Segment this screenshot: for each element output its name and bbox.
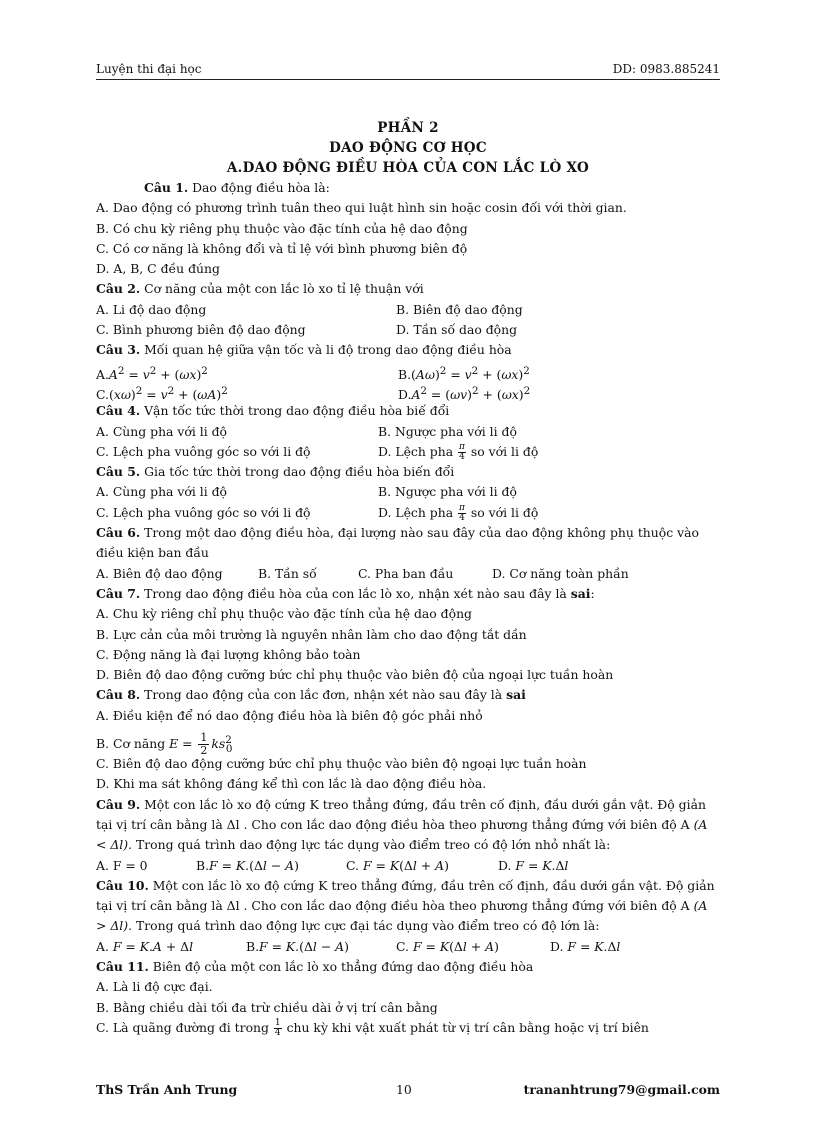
- answer-d: D. Lệch pha $\frac{\pi}{4}$ so với li độ: [378, 441, 539, 462]
- question-text: Một con lắc lò xo độ cứng K treo thẳng đứng, đầu trên cố định, đầu dưới gắn vật. Độ giản tại vị trí cân bằng là Δl . Cho con lắc dao động điều hòa theo phương thẳng đứng với biên độ A: [96, 796, 706, 832]
- question-9: [96, 795, 720, 856]
- answer-d: D. Biên độ dao động cưỡng bức chỉ phụ thuộc vào biên độ của ngoại lực tuần hoàn: [96, 667, 614, 683]
- footer-author: ThS Trần Anh Trung: [96, 1082, 238, 1097]
- answer-d: D. F = K.Δl: [498, 857, 569, 873]
- question-label: Câu 11.: [96, 958, 149, 974]
- question-text-2: Trong quá trình dao động lực tác dụng vào điểm treo có độ lớn nhỏ nhất là:: [135, 837, 611, 853]
- title-block: [96, 118, 720, 178]
- answer-a: A. Biên độ dao động: [96, 565, 223, 581]
- question-text: Mối quan hệ giữa vận tốc và li độ trong dao động điều hòa: [144, 342, 512, 358]
- question-2: [96, 279, 720, 299]
- question-emphasis: sai: [570, 585, 591, 601]
- answer-a: A. Dao động có phương trình tuân theo qui luật hình sin hoặc cosin đối với thời gian.: [96, 200, 627, 216]
- answer-c: C. Có cơ năng là không đổi và tỉ lệ với bình phương biên độ: [96, 240, 468, 256]
- answer-a: A. Chu kỳ riêng chỉ phụ thuộc vào đặc tính của hệ dao động: [96, 606, 472, 622]
- answer-d: D. F = K.Δl: [550, 938, 621, 954]
- topic-title: DAO ĐỘNG CƠ HỌC: [329, 140, 487, 156]
- question-text-2: Trong quá trình dao động lực cực đại tác dụng vào điểm treo có độ lớn là:: [135, 918, 600, 934]
- question-label: Câu 5.: [96, 464, 141, 480]
- answer-a: A. Li độ dao động: [96, 301, 207, 317]
- answer-a: A. Cùng pha với li độ: [96, 423, 227, 439]
- answer-b: B. Tần số: [258, 565, 317, 581]
- answer-b: B. Bằng chiều dài tối đa trừ chiều dài ở vị trí cân bằng: [96, 999, 438, 1015]
- question-11: [96, 957, 720, 977]
- answer-b: B. Ngược pha với li độ: [378, 484, 517, 500]
- answer-c: C. Lệch pha vuông góc so với li độ: [96, 443, 311, 459]
- question-condition: (A > Δl).: [96, 898, 708, 934]
- question-label: Câu 8.: [96, 687, 141, 703]
- answer-d: D. Lệch pha $\frac{\pi}{4}$ so với li độ: [378, 502, 539, 523]
- answer-c: C. Là quãng đường đi trong $\frac{1}{4}$ chu kỳ khi vật xuất phát từ vị trí cân bằng hoặc vị trí biên: [96, 1017, 649, 1038]
- answer-c: C. Biên độ dao động cưỡng bức chỉ phụ thuộc vào biên độ ngoại lực tuần hoàn: [96, 756, 587, 772]
- question-label: Câu 7.: [96, 585, 141, 601]
- question-text: Trong một dao động điều hòa, đại lượng nào sau đây của dao động không phụ thuộc vào điều kiện ban đầu: [96, 525, 699, 561]
- answer-row: [96, 442, 720, 462]
- answer-b: B. Biên độ dao động: [396, 301, 523, 317]
- answer-d: D. Khi ma sát không đáng kể thì con lắc là dao động điều hòa.: [96, 776, 487, 792]
- question-text: Biên độ của một con lắc lò xo thẳng đứng dao động điều hòa: [152, 958, 534, 974]
- answer-row: [96, 320, 720, 340]
- question-label: Câu 1.: [144, 180, 189, 195]
- answer-c: C. F = K(Δl + A): [346, 857, 449, 873]
- answer-b: $B.(A\omega)^2 = v^2 + (\omega x)^2$: [398, 364, 530, 382]
- answer-b: B. Có chu kỳ riêng phụ thuộc vào đặc tính của hệ dao động: [96, 220, 468, 236]
- answer-c: C. F = K(Δl + A): [396, 938, 499, 954]
- question-text: Vận tốc tức thời trong dao động điều hòa biế đổi: [144, 403, 450, 419]
- question-10: [96, 876, 720, 937]
- question-8: [96, 685, 720, 705]
- answer-row: [96, 856, 720, 876]
- question-text: Trong dao động của con lắc đơn, nhận xét nào sau đây là: [144, 687, 503, 703]
- question-text: Một con lắc lò xo độ cứng K treo thẳng đứng, đầu trên cố định, đầu dưới gắn vật. Độ giản tại vị trí cân bằng là Δl . Cho con lắc dao động điều hòa theo phương thẳng đứng với biên độ A: [96, 877, 715, 914]
- answer-a: A. Cùng pha với li độ: [96, 484, 227, 500]
- answer-d: D. A, B, C đều đúng: [96, 261, 220, 277]
- answer-b: B. Cơ năng E = $\frac{1}{2}$ $ks^2_0$: [96, 731, 233, 758]
- answer-row: [96, 381, 720, 401]
- question-label: Câu 3.: [96, 342, 141, 358]
- question-condition: (A < Δl).: [96, 816, 708, 853]
- page-number: 10: [396, 1082, 412, 1097]
- answer-b: B. Lực cản của môi trường là nguyên nhân làm cho dao động tắt dần: [96, 626, 527, 642]
- answer-b: B.F = K.(Δl − A): [196, 857, 299, 873]
- answer-row: [96, 422, 720, 442]
- question-7: Câu 7. Trong dao động điều hòa của con lắc lò xo, nhận xét nào sau đây là sai:: [96, 585, 595, 601]
- answer-row: [96, 503, 720, 523]
- answer-c: $C.(x\omega)^2 = v^2 + (\omega A)^2$: [96, 384, 228, 403]
- question-label: Câu 10.: [96, 877, 149, 893]
- answer-a: A. F = K.A + Δl: [96, 938, 194, 954]
- part-title: PHẦN 2: [377, 120, 439, 136]
- answer-c: C. Lệch pha vuông góc so với li độ: [96, 504, 311, 520]
- question-label: Câu 4.: [96, 403, 141, 419]
- answer-c: C. Pha ban đầu: [358, 565, 454, 581]
- answer-d: D. Tần số dao động: [396, 322, 518, 338]
- answer-row: [96, 361, 720, 381]
- question-3: [96, 340, 720, 360]
- question-emphasis: sai: [506, 687, 526, 703]
- answer-row: [96, 564, 720, 584]
- answer-d: D. Cơ năng toàn phần: [492, 565, 629, 581]
- answer-row: [96, 937, 720, 957]
- answer-b: B.F = K.(Δl − A): [246, 938, 349, 954]
- question-list: [96, 178, 720, 1038]
- page-header: [96, 62, 720, 80]
- answer-c: C. Bình phương biên độ dao động: [96, 322, 306, 338]
- header-left: Luyện thi đại học: [96, 62, 202, 76]
- question-1: [96, 178, 720, 198]
- answer-row: [96, 300, 720, 320]
- footer-email: trananhtrung79@gmail.com: [523, 1082, 720, 1097]
- answer-a: A. Điều kiện để nó dao động điều hòa là biên độ góc phải nhỏ: [96, 707, 483, 723]
- question-5: [96, 462, 720, 482]
- answer-d: $D.A^2 = (\omega v)^2 + (\omega x)^2$: [398, 384, 531, 403]
- question-6: [96, 523, 720, 564]
- answer-a: A. Là li độ cực đại.: [96, 979, 213, 995]
- question-text: Dao động điều hòa là:: [192, 180, 330, 195]
- question-text: Gia tốc tức thời trong dao động điều hòa biến đổi: [144, 464, 455, 480]
- answer-a: A. F = 0: [96, 857, 148, 873]
- question-label: Câu 9.: [96, 796, 141, 812]
- question-label: Câu 6.: [96, 525, 141, 541]
- question-4: [96, 401, 720, 421]
- answer-row: [96, 482, 720, 502]
- answer-b: B. Ngược pha với li độ: [378, 423, 517, 439]
- question-text: Cơ năng của một con lắc lò xo tỉ lệ thuận với: [144, 281, 424, 297]
- question-text: Trong dao động điều hòa của con lắc lò xo, nhận xét nào sau đây là: [144, 585, 567, 601]
- question-label: Câu 2.: [96, 281, 141, 297]
- answer-a: $A.A^2 = v^2 + (\omega x)^2$: [96, 364, 208, 382]
- section-title: A.DAO ĐỘNG ĐIỀU HÒA CỦA CON LẮC LÒ XO: [226, 160, 590, 176]
- header-right: DD: 0983.885241: [612, 62, 720, 76]
- answer-c: C. Động năng là đại lượng không bảo toàn: [96, 646, 361, 662]
